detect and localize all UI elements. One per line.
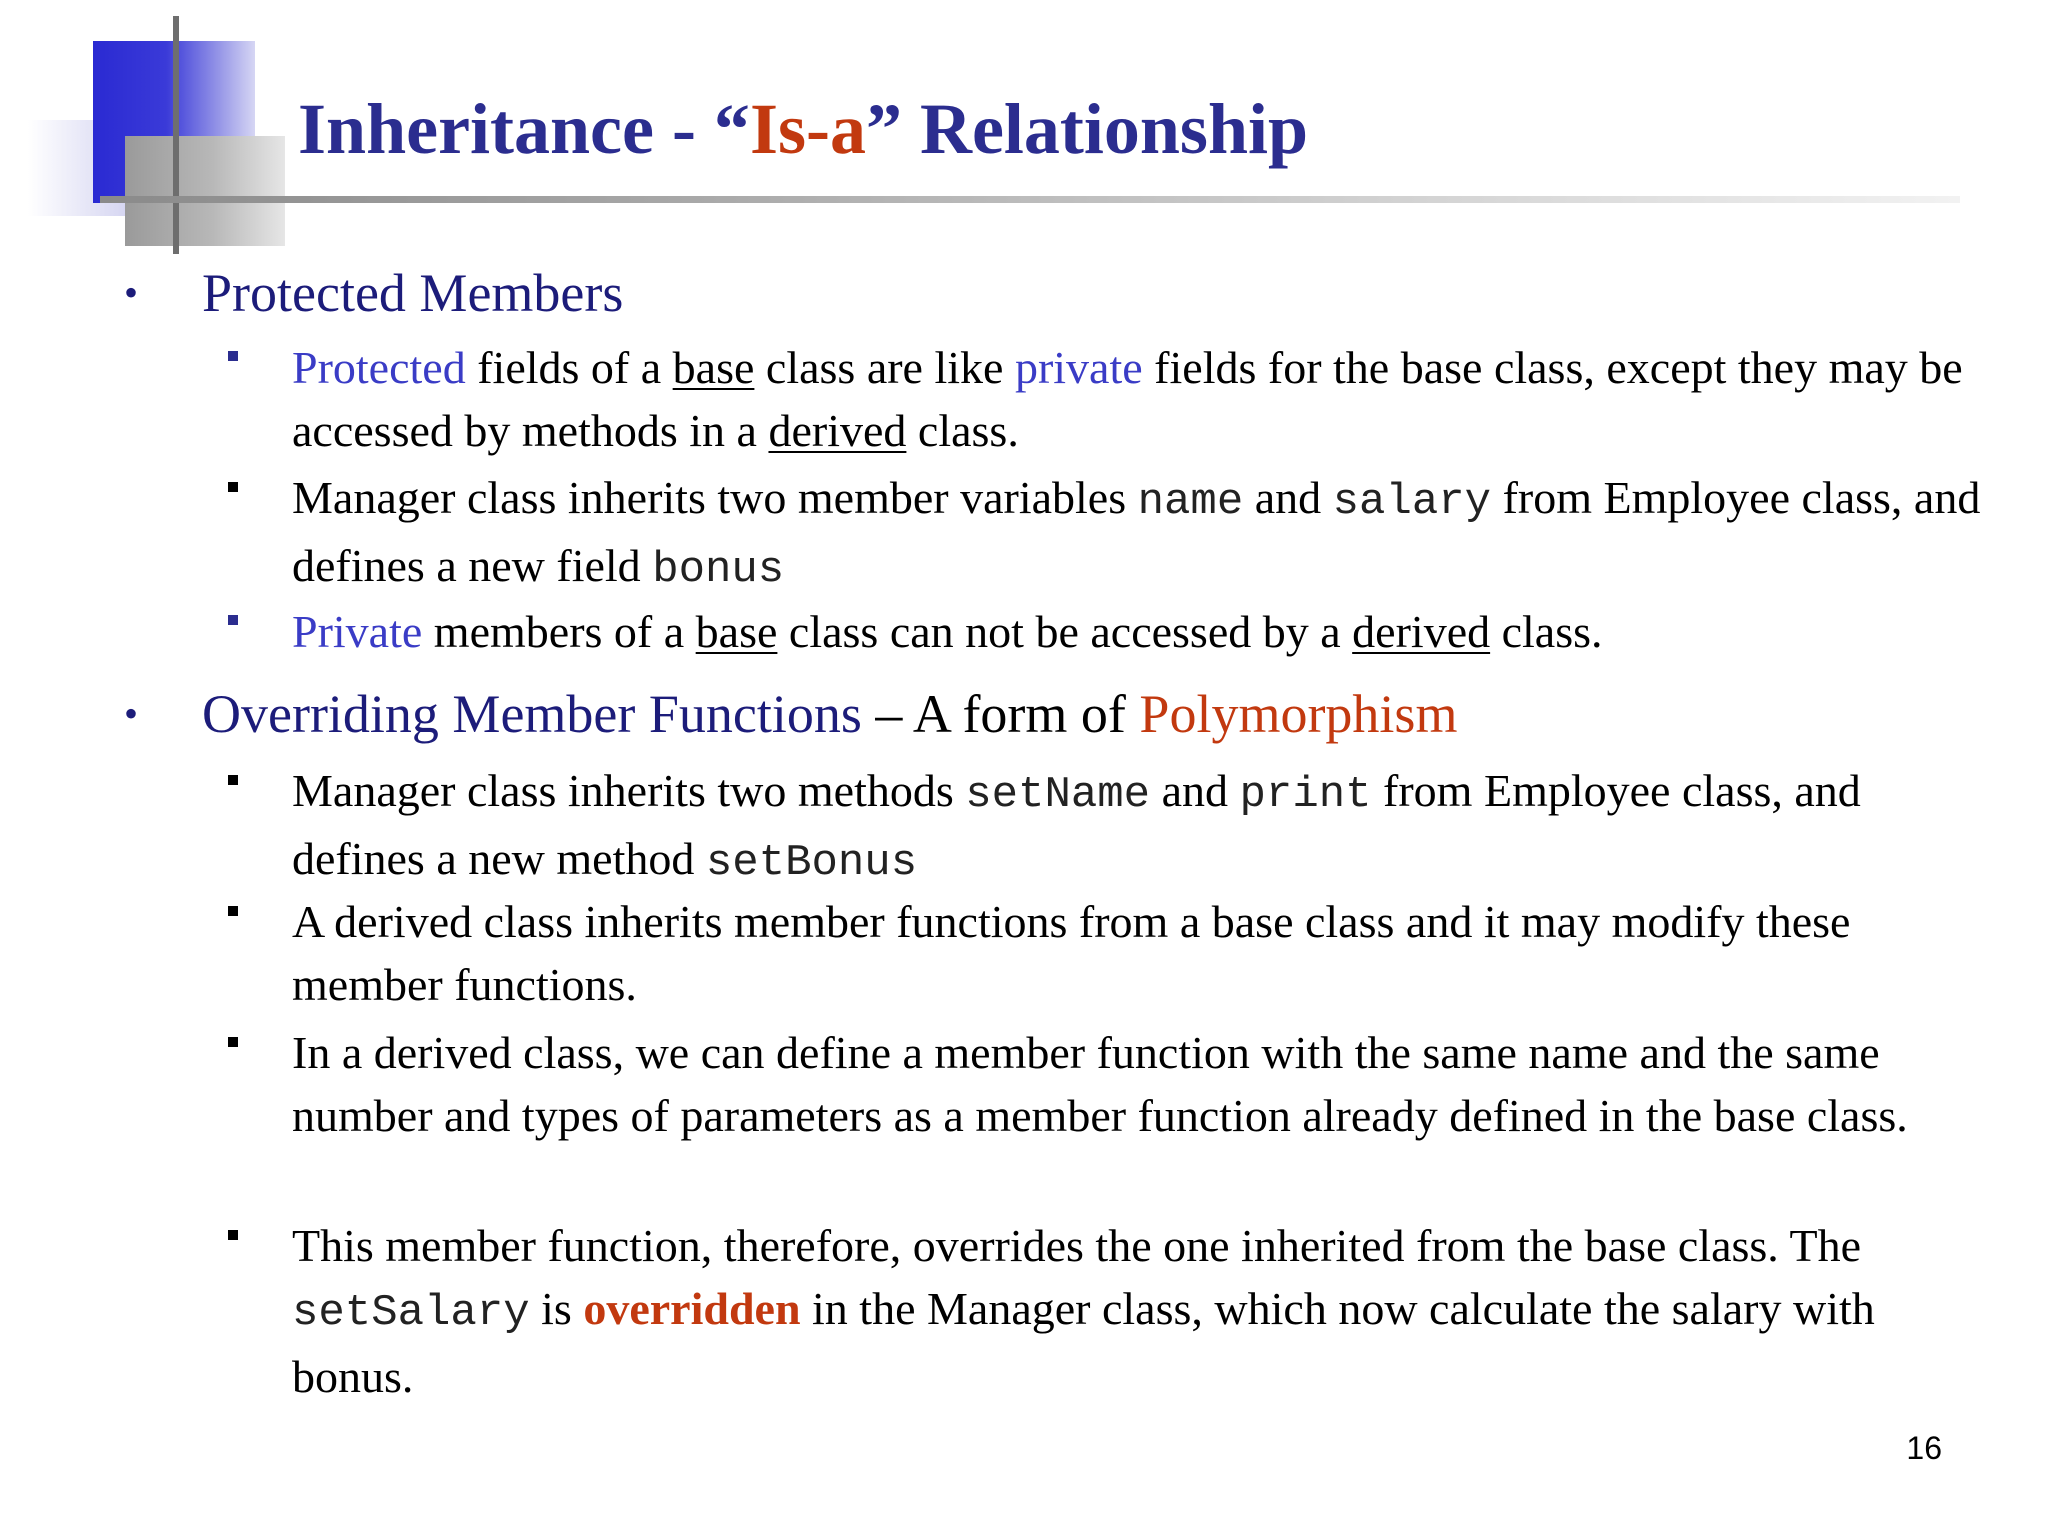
text: fields for the base class, except they may be accessed by methods in a: [292, 342, 1963, 456]
bullet-square: [228, 482, 238, 492]
code-bonus: bonus: [652, 545, 785, 595]
title-text-start: Inheritance - “: [298, 89, 750, 169]
text: and: [1150, 765, 1240, 816]
underlined-derived: derived: [768, 405, 907, 456]
keyword-private: Private: [292, 606, 423, 657]
bullet-square: [228, 1037, 238, 1047]
text: A derived class inherits member functions from a base class and it may modify these member functions.: [292, 896, 1851, 1010]
title-highlight: Is-a: [749, 89, 866, 169]
bullet-protected-fields: [292, 336, 1982, 462]
bullet-manager-methods: [292, 759, 1982, 895]
code-setbonus: setBonus: [705, 838, 918, 888]
title-underline-rule: [100, 196, 1960, 203]
bullet-square: [228, 906, 238, 916]
text: from Employee class, and defines a new field: [292, 472, 1981, 591]
decor-gray-square: [125, 136, 285, 246]
code-name: name: [1137, 477, 1244, 527]
section-heading-overriding: [202, 683, 1457, 745]
text: class can not be accessed by a: [777, 606, 1353, 657]
code-salary: salary: [1332, 477, 1492, 527]
bullet-square: [228, 351, 238, 361]
heading-rest: – A form of: [861, 684, 1140, 744]
text: in the Manager class, which now calculate the salary with bonus.: [292, 1283, 1875, 1402]
decor-vertical-line: [173, 16, 179, 254]
text: is: [529, 1283, 584, 1334]
heading-text: Overriding Member Functions: [202, 684, 862, 744]
bullet-derived-inherits: [292, 890, 1982, 1016]
underlined-base: base: [695, 606, 778, 657]
slide-title: [298, 84, 1308, 174]
bullet-square: [228, 775, 238, 785]
text: Manager class inherits two member variables: [292, 472, 1138, 523]
bullet-dot: •: [124, 691, 139, 736]
bullet-manager-variables: [292, 466, 1982, 602]
underlined-base: base: [672, 342, 755, 393]
bullet-dot: •: [124, 270, 139, 315]
heading-polymorphism: Polymorphism: [1139, 684, 1458, 744]
keyword-private: private: [1014, 342, 1143, 393]
bullet-square: [228, 615, 238, 625]
code-setsalary: setSalary: [292, 1288, 530, 1338]
text: and: [1243, 472, 1333, 523]
bullet-square: [228, 1230, 238, 1240]
underlined-derived: derived: [1352, 606, 1491, 657]
text: class.: [906, 405, 1019, 456]
keyword-protected: Protected: [292, 342, 466, 393]
code-setname: setName: [965, 770, 1151, 820]
bullet-define-same-name: [292, 1021, 1982, 1147]
text: In a derived class, we can define a member function with the same name and the same number and types of parameters as a member function already defined in the base class.: [292, 1027, 1908, 1141]
bullet-overrides: [292, 1214, 1982, 1408]
text: class.: [1490, 606, 1603, 657]
title-text-end: ” Relationship: [865, 89, 1309, 169]
bullet-private-members: [292, 600, 1982, 663]
code-print: print: [1239, 770, 1372, 820]
section-heading-protected-members: Protected Members: [202, 263, 624, 323]
text: Manager class inherits two methods: [292, 765, 966, 816]
text: class are like: [754, 342, 1015, 393]
text: This member function, therefore, overrides the one inherited from the base class. The: [292, 1220, 1861, 1271]
text: from Employee class, and defines a new method: [292, 765, 1861, 884]
emphasis-overridden: overridden: [583, 1283, 801, 1334]
text: members of a: [422, 606, 696, 657]
text: fields of a: [465, 342, 673, 393]
page-number: 16: [1906, 1430, 1942, 1466]
